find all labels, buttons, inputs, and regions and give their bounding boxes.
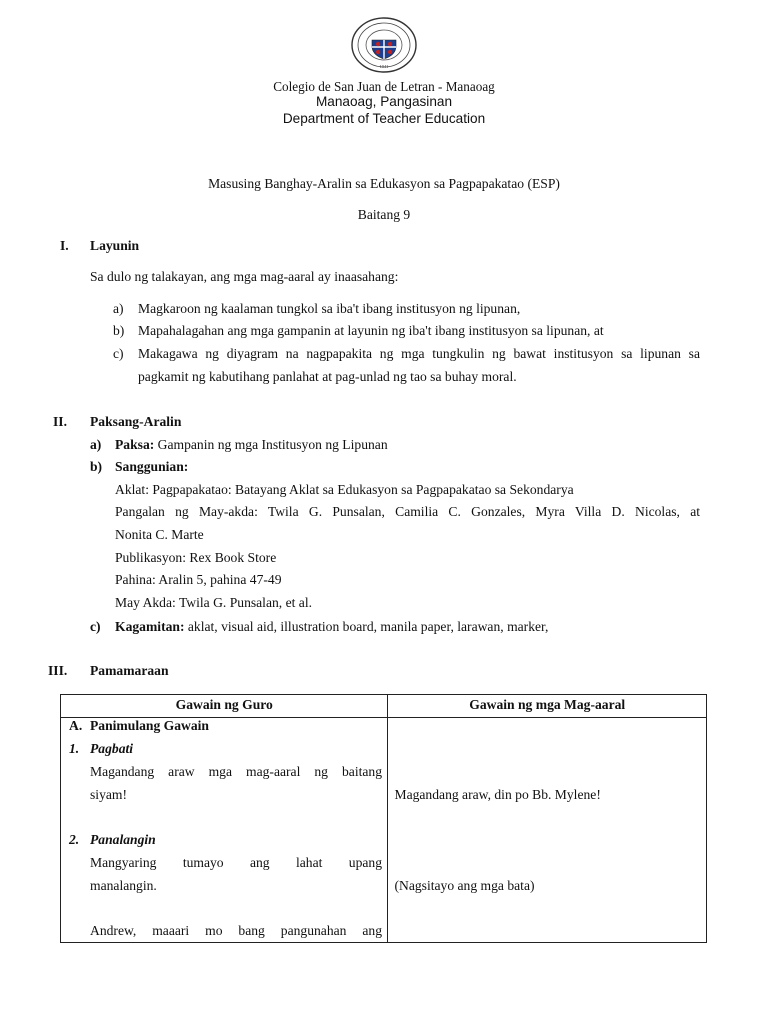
step-2-response: (Nagsitayo ang mga bata) <box>394 878 535 893</box>
sanggunian-may-akda-short: May Akda: Twila G. Punsalan, et al. <box>115 595 313 610</box>
part-a-marker: A. <box>69 718 83 733</box>
objective-c-marker: c) <box>113 346 124 361</box>
institution-name: Colegio de San Juan de Letran - Manaoag <box>273 79 495 94</box>
sanggunian-pahina: Pahina: Aralin 5, pahina 47-49 <box>115 572 282 587</box>
header-cell-teacher <box>61 695 388 718</box>
objective-b-text: Mapahalagahan ang mga gampanin at layunin ng iba't ibang institusyon sa lipunan, at <box>138 323 604 338</box>
lesson-procedure-table <box>60 694 707 943</box>
kagamitan-label: Kagamitan: <box>115 619 185 634</box>
institution-location: Manaoag, Pangasinan <box>315 94 453 109</box>
step-2-line-3: Andrew, maaari mo bang pangunahan ang <box>90 923 382 938</box>
objective-c-line-1: Makagawa ng diyagram na nagpapakita ng mga tungkulin ng bawat institusyon sa lipunan sa <box>138 346 700 361</box>
step-1-line-2: siyam! <box>90 787 127 802</box>
sanggunian-may-akda-line-2: Nonita C. Marte <box>115 527 204 542</box>
section-1-heading: Layunin <box>90 238 140 253</box>
paksa-value: Gampanin ng mga Institusyon ng Lipunan <box>154 437 388 452</box>
step-2-line-1: Mangyaring tumayo ang lahat upang <box>90 855 382 870</box>
objective-c-line-2: pagkamit ng kabutihang panlahat at pag-unlad ng tao sa buhay moral. <box>138 369 517 384</box>
grade-level: Baitang 9 <box>357 207 411 222</box>
section-1-intro: Sa dulo ng talakayan, ang mga mag-aaral ay inaasahang: <box>90 269 399 284</box>
part-a-title: Panimulang Gawain <box>90 718 209 733</box>
header-cell-students <box>388 695 707 718</box>
sanggunian-may-akda-line-1: Pangalan ng May-akda: Twila G. Punsalan, Camilia C. Gonzales, Myra Villa D. Nicolas, at <box>115 504 700 519</box>
paksa-line <box>115 437 388 453</box>
sanggunian-publikasyon: Publikasyon: Rex Book Store <box>115 550 277 565</box>
objective-a-marker: a) <box>113 301 124 316</box>
step-1-line-1: Magandang araw mga mag-aaral ng baitang <box>90 764 382 779</box>
kagamitan-line <box>115 619 548 635</box>
step-2-line-2: manalangin. <box>90 878 157 893</box>
kagamitan-value: aklat, visual aid, illustration board, manila paper, larawan, marker, <box>184 619 549 634</box>
table-row <box>61 718 707 943</box>
section-2-number: II. <box>53 414 67 429</box>
table-header-row <box>61 695 707 718</box>
step-1-response: Magandang araw, din po Bb. Mylene! <box>394 787 601 802</box>
step-2-number: 2. <box>69 832 80 847</box>
seal-year: 1941 <box>379 64 389 69</box>
sanggunian-aklat: Aklat: Pagpapakatao: Batayang Aklat sa Edukasyon sa Pagpapakatao sa Sekondarya <box>115 482 574 497</box>
sanggunian-marker: b) <box>90 459 103 474</box>
objective-b-marker: b) <box>113 323 125 338</box>
column-header-teacher: Gawain ng Guro <box>175 697 273 712</box>
section-1-number: I. <box>60 238 69 253</box>
section-3-heading: Pamamaraan <box>90 663 169 678</box>
step-1-title: Pagbati <box>90 741 134 756</box>
paksa-label: Paksa: <box>115 437 155 452</box>
sanggunian-label: Sanggunian: <box>115 459 189 474</box>
teacher-cell <box>61 718 388 943</box>
section-2-heading: Paksang-Aralin <box>90 414 182 429</box>
document-title: Masusing Banghay-Aralin sa Edukasyon sa Pagpapakatao (ESP) <box>208 176 560 191</box>
school-seal-icon <box>350 16 418 74</box>
section-3-number: III. <box>48 663 68 678</box>
students-cell <box>388 718 707 943</box>
column-header-students: Gawain ng mga Mag-aaral <box>469 697 626 712</box>
paksa-marker: a) <box>90 437 102 452</box>
step-2-title: Panalangin <box>90 832 156 847</box>
kagamitan-marker: c) <box>90 619 101 634</box>
department-name: Department of Teacher Education <box>282 111 486 126</box>
objective-a-text: Magkaroon ng kaalaman tungkol sa iba't ibang institusyon ng lipunan, <box>138 301 521 316</box>
step-1-number: 1. <box>69 741 80 756</box>
